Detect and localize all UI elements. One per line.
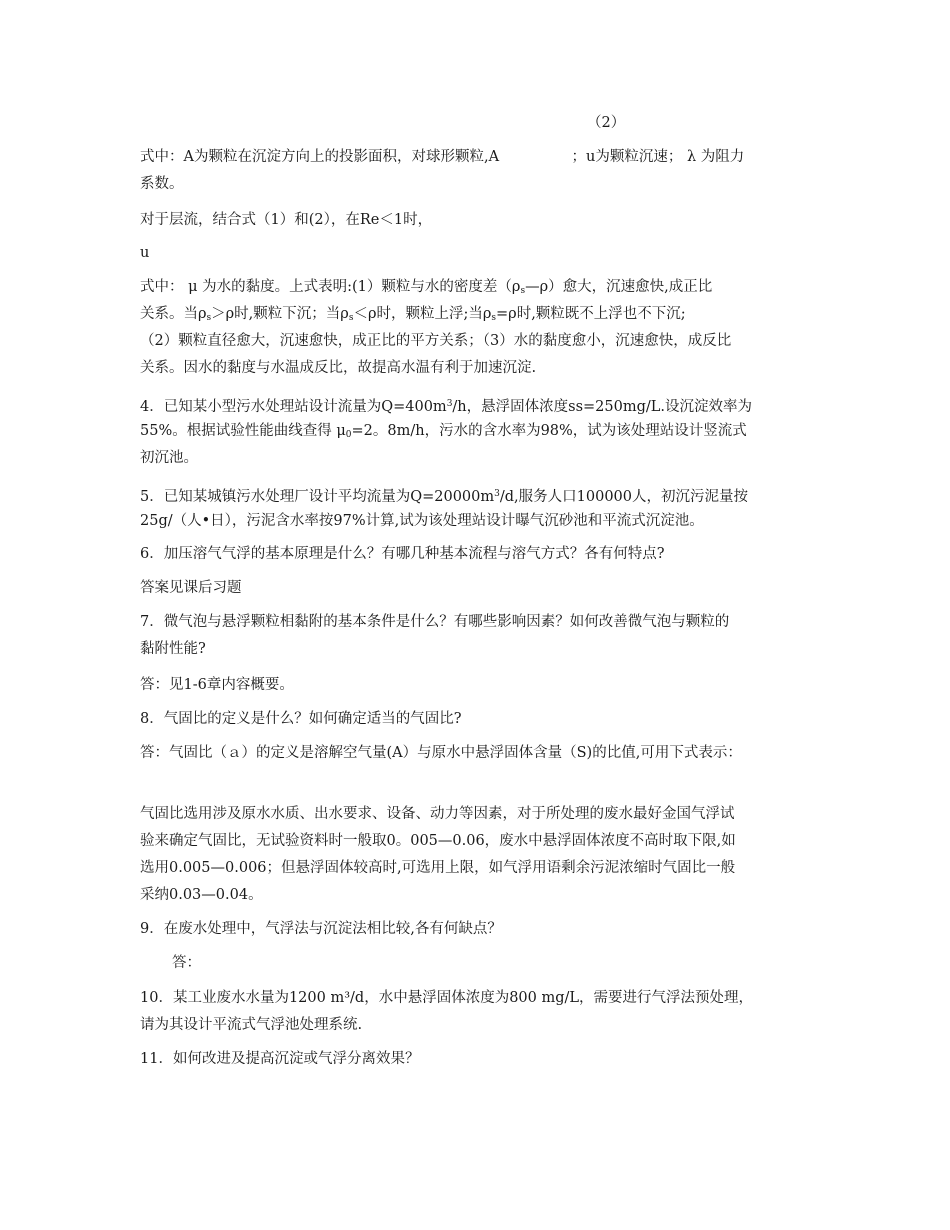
question-4: 4．已知某小型污水处理站设计流量为$Q=400m^3/h$，悬浮固体浓度ss=250mg/L.设沉淀效率为 (140, 399, 753, 415)
question-10: 10．某工业废水水量为1200 m³/d，水中悬浮固体浓度为800 mg/L，需要进行气浮法预处理， (140, 990, 754, 1006)
text-line: 对于层流，结合式（1）和(2），在Re＜1时， (140, 212, 433, 228)
equation-number: （2） (587, 115, 626, 131)
question-8: 8．气固比的定义是什么？如何确定适当的气固比? (140, 711, 462, 727)
text-line: 式中： μ 为水的黏度。上式表明:(1）颗粒与水的密度差$(\rho_s—\rho)$愈大，沉速愈快,成正比 (140, 279, 713, 296)
text-line: （2）颗粒直径愈大，沉速愈快，成正比的平方关系；（3）水的黏度愈小，沉速愈快，成反比 (140, 333, 732, 349)
text-line: 55%。根据试验性能曲线查得 $\mu_0=2$。8m/h，污水的含水率为98%，试为该处理站设计竖流式 (140, 423, 747, 440)
text-line: 系数。 (140, 176, 184, 192)
question-9: 9．在废水处理中，气浮法与沉淀法相比较,各有何缺点？ (140, 921, 502, 937)
formula-placeholder: u (140, 245, 150, 261)
question-6: 6．加压溶气气浮的基本原理是什么？有哪几种基本流程与溶气方式？各有何特点? (140, 546, 665, 562)
question-7: 7．微气泡与悬浮颗粒相黏附的基本条件是什么？有哪些影响因素？如何改善微气泡与颗粒的 (140, 614, 730, 630)
text-line: 验来确定气固比，无试验资料时一般取0。005—0.06，废水中悬浮固体浓度不高时取下限,如 (140, 833, 736, 849)
text-line: 式中：A为颗粒在沉淀方向上的投影面积，对球形颗粒,A ；u为颗粒沉速； λ 为阻力 (140, 149, 745, 165)
question-5: 5．已知某城镇污水处理厂设计平均流量为$Q=20000m^3/d$,服务人口100000人，初沉污泥量按 (140, 489, 749, 505)
text-line: 25g/（人•日），污泥含水率按97%计算,试为该处理站设计曝气沉砂池和平流式沉淀池。 (140, 513, 704, 529)
answer-8: 答：气固比（ａ）的定义是溶解空气量(A）与原水中悬浮固体含量（S)的比值,可用下式表示： (140, 745, 742, 761)
text-line: 黏附性能? (140, 641, 206, 657)
answer-9: 答： (172, 955, 201, 971)
answer-7: 答：见1-6章内容概要。 (140, 677, 294, 693)
text-line: 关系。当$\rho_s>\rho$时,颗粒下沉；当$\rho_s<\rho$时，颗粒上浮;当$\rho_s=\rho$时,颗粒既不上浮也不下沉; (140, 306, 686, 323)
text-line: 采纳0.03—0.04。 (140, 887, 263, 903)
text-line: 关系。因水的黏度与水温成反比，故提高水温有利于加速沉淀. (140, 360, 537, 376)
question-11: 11．如何改进及提高沉淀或气浮分离效果？ (140, 1051, 420, 1067)
text-line: 选用0.005—0.006；但悬浮固体较高时,可选用上限，如气浮用语剩余污泥浓缩时气固比一般 (140, 860, 736, 876)
text-line: 初沉池。 (140, 450, 198, 466)
answer-6: 答案见课后习题 (140, 580, 242, 596)
text-line: 气固比选用涉及原水水质、出水要求、设备、动力等因素，对于所处理的废水最好金国气浮试 (140, 806, 735, 822)
text-line: 请为其设计平流式气浮池处理系统. (140, 1017, 363, 1033)
